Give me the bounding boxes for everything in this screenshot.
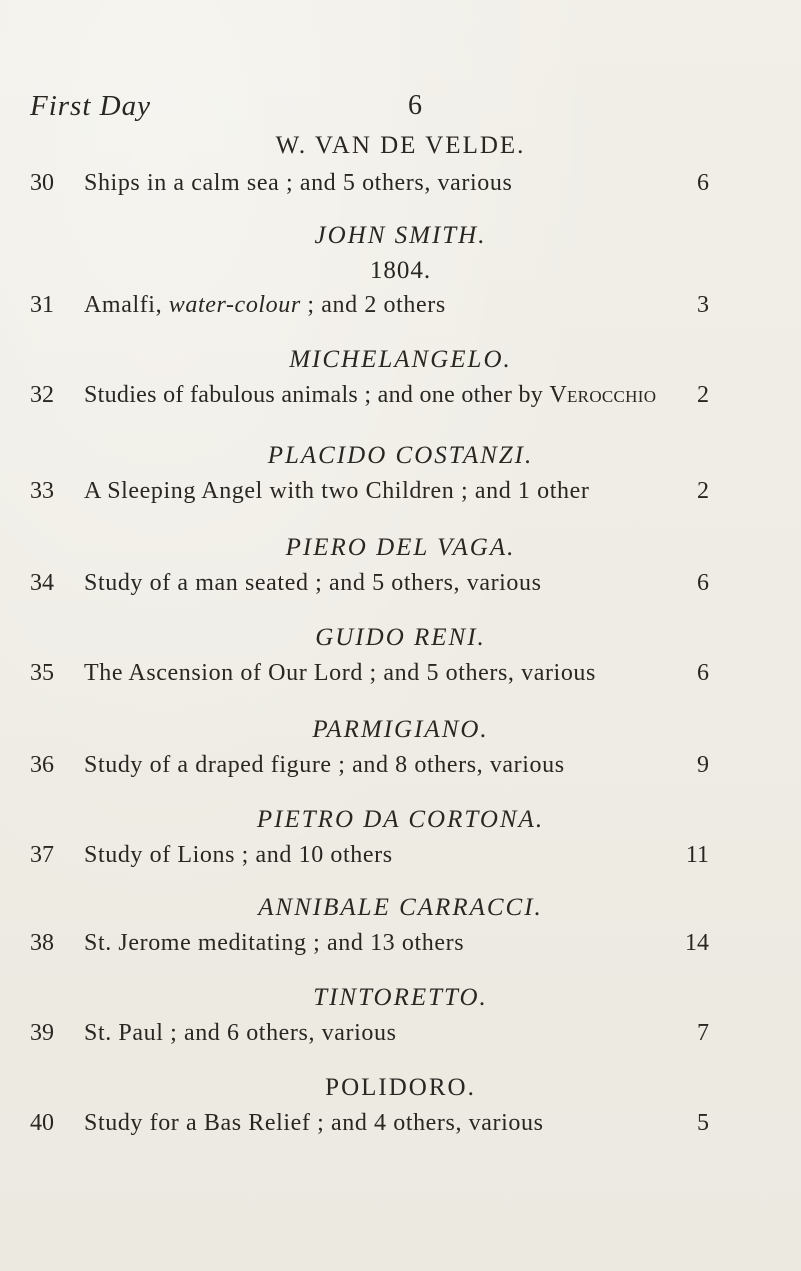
lot-description: Study of a man seated ; and 5 others, various [84,570,542,596]
lot-number: 33 [30,478,54,504]
lot-description [84,292,446,319]
running-head-day: First Day [30,90,151,122]
lot-description-text: Amalfi, [84,292,169,318]
lot-number: 32 [30,382,54,408]
lot-entry [0,570,801,600]
lot-entry [0,382,801,412]
lot-entry [0,170,801,200]
lot-entry [0,660,801,690]
lot-entry [0,292,801,322]
lot-entry [0,1110,801,1140]
lot-entry [0,930,801,960]
lot-entry [0,478,801,508]
artist-date: 1804. [369,257,432,284]
lot-count: 5 [697,1110,709,1136]
lot-count: 3 [697,292,709,318]
lot-entry [0,752,801,782]
lot-number: 37 [30,842,54,868]
lot-count: 6 [697,170,709,196]
lot-number: 36 [30,752,54,778]
artist-heading: PIERO DEL VAGA. [285,534,516,561]
lot-entry [0,842,801,872]
lot-description [84,382,656,409]
lot-description: A Sleeping Angel with two Children ; and 1 other [84,478,590,504]
artist-heading: GUIDO RENI. [315,624,486,651]
artist-heading: ANNIBALE CARRACCI. [258,894,543,921]
lot-description: St. Jerome meditating ; and 13 others [84,930,465,956]
lot-number: 38 [30,930,54,956]
lot-number: 34 [30,570,54,596]
artist-heading: PARMIGIANO. [312,716,489,743]
lot-number: 39 [30,1020,54,1046]
lot-count: 6 [697,570,709,596]
artist-heading: PIETRO DA CORTONA. [256,806,545,833]
lot-count: 11 [685,842,709,868]
lot-description-text: ; and 2 others [300,292,446,318]
lot-description: Study of a draped figure ; and 8 others, various [84,752,565,778]
artist-heading: JOHN SMITH. [314,222,487,249]
lot-description: Study for a Bas Relief ; and 4 others, various [84,1110,544,1136]
running-head [0,90,801,130]
artist-heading: TINTORETTO. [313,984,488,1011]
lot-number: 40 [30,1110,54,1136]
lot-count: 2 [697,382,709,408]
artist-heading: POLIDORO. [325,1074,476,1101]
lot-count: 7 [697,1020,709,1046]
lot-count: 9 [697,752,709,778]
artist-heading: MICHELANGELO. [289,346,512,373]
lot-number: 30 [30,170,54,196]
lot-count: 6 [697,660,709,686]
lot-description: Study of Lions ; and 10 others [84,842,393,868]
artist-heading: PLACIDO COSTANZI. [267,442,534,469]
lot-description-artist: Verocchio [549,382,657,408]
lot-description: St. Paul ; and 6 others, various [84,1020,397,1046]
lot-count: 14 [685,930,709,956]
lot-count: 2 [697,478,709,504]
lot-number: 31 [30,292,54,318]
lot-description-medium: water-colour [168,292,301,318]
lot-description: Ships in a calm sea ; and 5 others, various [84,170,513,196]
lot-description: The Ascension of Our Lord ; and 5 others, various [84,660,596,686]
page-number: 6 [408,90,422,121]
lot-number: 35 [30,660,54,686]
lot-entry [0,1020,801,1050]
artist-heading: W. VAN DE VELDE. [275,132,526,159]
lot-description-text: Studies of fabulous animals ; and one other by [84,382,550,408]
